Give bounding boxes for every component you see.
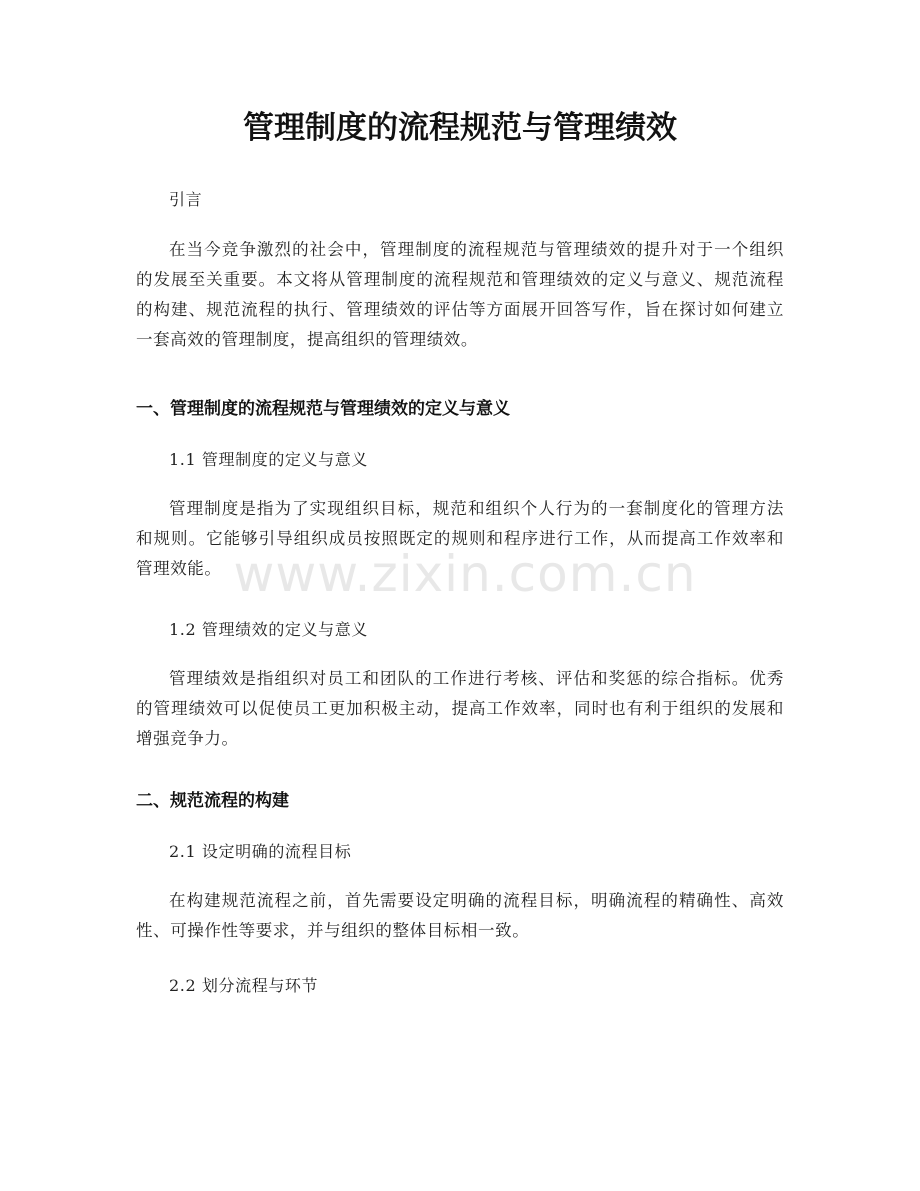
subsection-label-1-1: 1.1 管理制度的定义与意义 <box>169 450 368 469</box>
section-heading-2: 二、规范流程的构建 <box>136 791 289 811</box>
subsection-paragraph-1-2: 管理绩效是指组织对员工和团队的工作进行考核、评估和奖惩的综合指标。优秀的管理绩效可以促使员工更加积极主动，提高工作效率，同时也有利于组织的发展和增强竞争力。 <box>136 669 784 748</box>
subsection-label-2-2: 2.2 划分流程与环节 <box>169 976 319 995</box>
subsection-label-1-2: 1.2 管理绩效的定义与意义 <box>169 620 368 639</box>
watermark: www.zixin.com.cn <box>233 545 697 603</box>
document-title: 管理制度的流程规范与管理绩效 <box>243 110 677 146</box>
intro-label: 引言 <box>169 190 203 209</box>
intro-paragraph: 在当今竞争激烈的社会中，管理制度的流程规范与管理绩效的提升对于一个组织的发展至关重要。本文将从管理制度的流程规范和管理绩效的定义与意义、规范流程的构建、规范流程的执行、管理绩效的评估等方面展开回答写作，旨在探讨如何建立一套高效的管理制度，提高组织的管理绩效。 <box>136 240 784 349</box>
subsection-paragraph-1-1: 管理制度是指为了实现组织目标，规范和组织个人行为的一套制度化的管理方法和规则。它能够引导组织成员按照既定的规则和程序进行工作，从而提高工作效率和管理效能。 <box>136 499 784 578</box>
section-heading-1: 一、管理制度的流程规范与管理绩效的定义与意义 <box>136 399 510 419</box>
subsection-paragraph-2-1: 在构建规范流程之前，首先需要设定明确的流程目标，明确流程的精确性、高效性、可操作性等要求，并与组织的整体目标相一致。 <box>136 891 784 940</box>
subsection-label-2-1: 2.1 设定明确的流程目标 <box>169 842 352 861</box>
